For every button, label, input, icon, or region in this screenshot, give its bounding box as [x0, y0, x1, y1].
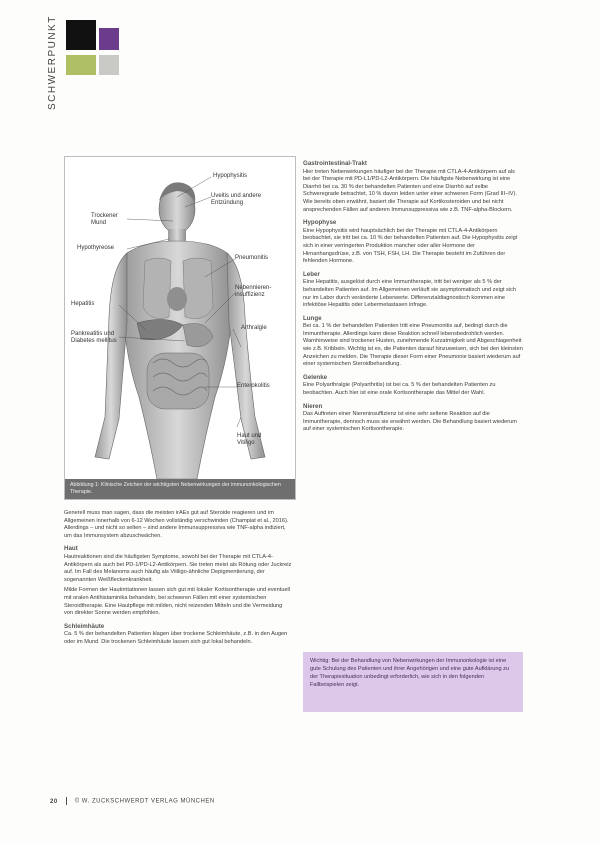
label-uveitis: Uveitis und andere Entzündung — [211, 193, 262, 206]
label-hypophysitis: Hypophysitis — [213, 173, 248, 179]
left-column — [64, 510, 292, 650]
label-arthralgia: Arthralgie — [241, 325, 267, 331]
paragraph: Hier treten Nebenwirkungen häufiger bei der Therapie mit CTLA-4-Antikörpern auf als bei der Therapie mit PD-L1/PD-L2-Antikörpern. Die häufigste Nebenwirkung ist eine Diarrhö bei ca. 30 % der behandelten Patienten und eine Diarrhö auf selbe Schweregrade betrachtet, 10 % davon leiden unter einer schweren Form (Grad III–IV). Wie bereits oben erwähnt, basiert die Therapie auf Kortikosteroiden und bei nicht ansprechenden Fällen auf anderen Immunsuppressiva wie z.B. TNF-alpha-Blockern. — [303, 168, 517, 213]
page-footer — [50, 797, 215, 805]
heading-lunge: Lunge — [303, 314, 322, 322]
label-dry-mouth: Trockener Mund — [91, 213, 118, 226]
heading-haut: Haut — [64, 545, 78, 553]
figure-caption: Abbildung 1: Klinische Zeichen der wichtigsten Nebenwirkungen der immunonkologischen Therapie. — [65, 479, 295, 499]
label-skin-vitiligo: Haut und Vitiligo — [237, 433, 262, 446]
paragraph: Das Auftreten einer Niereninsuffizienz ist eine sehr seltene Reaktion auf die Immuntherapie, dennoch muss sie erwähnt werden. Die Behandlung basiert wiederum auf einer systemischen Kortisontherapie. — [303, 411, 517, 433]
intro-paragraph: Generell muss man sagen, dass die meisten irAEs gut auf Steroide reagieren und im Allgemeinen innerhalb von 6-12 Wochen vollständig verschwinden (Champiat et al., 2016). Allerdings – und nicht so selten – sind andere Immunsuppressiva wie TNF-alpha indiziert, um das Immunsystem abzuschwächen. — [64, 510, 289, 539]
label-pancreatitis: Pankreatitis und Diabetes mellitus — [71, 331, 117, 344]
right-column — [303, 160, 523, 437]
footer-divider — [66, 797, 67, 805]
paragraph: Milde Formen der Hautirritationen lassen sich gut mit lokaler Kortisontherapie und eventuell mit oralen Antihistaminika behandeln, bei schweren Fällen mit einer systemischen Steroidtherapie. Eine Hautpflege mit milden, nicht reizenden Mitteln und die Vermeidung von direkter Sonne werden empfohlen. — [64, 587, 291, 617]
label-hepatitis: Hepatitis — [71, 301, 95, 307]
warning-box: Wichtig: Bei der Behandlung von Nebenwirkungen der Immunonkologie ist eine gute Schulung des Patienten und ihrer Angehörigen und eine gute Aufklärung zu der Therapiesituation unbedingt erforderlich, wie sich in den folgenden Fallbeispielen zeigt. — [303, 652, 523, 712]
heading-schleimhaeute: Schleimhäute — [64, 622, 105, 630]
paragraph: Ca. 5 % der behandelten Patienten klagen über trockene Schleimhäute, z.B. in den Augen oder im Mund. Die trockenen Schleimhäute lassen sich gut lokal behandeln. — [64, 631, 288, 645]
section-label: SCHWERPUNKT — [47, 15, 58, 110]
header-square-green — [66, 55, 96, 75]
heading-nieren: Nieren — [303, 402, 323, 410]
header-square-black — [66, 20, 96, 50]
page-number: 20 — [50, 798, 58, 805]
publisher-line: © W. ZUCKSCHWERDT VERLAG MÜNCHEN — [74, 798, 215, 805]
label-enterocolitis: Enterokolitis — [237, 383, 270, 389]
paragraph: Hautreaktionen sind die häufigsten Symptome, sowohl bei der Therapie mit CTLA-4-Antikörpern als auch bei PD-1/PD-L2-Antikörpern. Sie treten meist als Rötung oder Juckreiz auf. Im Fall des Melanoms auch häufig als Vitiligo-ähnliche Depigmentierung, der sogenannten Weißfleckenkrankheit. — [64, 553, 292, 583]
heading-leber: Leber — [303, 270, 320, 278]
anatomy-figure — [64, 156, 296, 500]
paragraph: Eine Polyarthralgie (Polyarthritis) ist bei ca. 5 % der behandelten Patienten zu beobachten. Auch hier ist eine orale Kortisontherapie das Mittel der Wahl. — [303, 382, 496, 397]
heading-gastrointestinal: Gastrointestinal-Trakt — [303, 160, 367, 167]
paragraph: Bei ca. 1 % der behandelten Patienten tritt eine Pneumonitis auf, bedingt durch die Immuntherapie. Allerdings kann diese Reaktion schnell lebensbedrohlich werden. Warnhinweise sind trockener Husten, zunehmende Kurzatmigkeit und Abgeschlagenheit wie z.B. Kribbeln. Wichtig ist es, die Patienten darauf hinzuweisen, sich bei den kleinsten Anzeichen zu melden. Die Therapie dieser Form einer Pneumonie basiert wiederum auf einer systemischen Steroidbehandlung. — [303, 323, 523, 368]
heading-hypophyse: Hypophyse — [303, 219, 337, 227]
paragraph: Eine Hepatitis, ausgelöst durch eine Immuntherapie, tritt bei weniger als 5 % der behandelten Patienten auf. Im Allgemeinen verläuft sie asymptomatisch und zeigt sich nur im Labor durch veränderte Leberwerte. Differenzialdiagnostisch kommen eine infektiöse Hepatitis oder Lebermetastasen infrage. — [303, 279, 516, 309]
header-square-purple — [99, 28, 119, 50]
label-hypothyroidism: Hypothyreose — [77, 245, 115, 251]
paragraph: Eine Hypophysitis wird hauptsächlich bei der Therapie mit CTLA-4-Antikörpern beobachtet, sie tritt bei ca. 10 % der behandelten Patienten auf. Die Hypophysitis zeigt sich in einer verringerten Produktion mancher oder aller Hormone der Hirnanhangsdrüse, z.B. von TSH, FSH, LH. Die Therapie besteht im Zuführen der fehlenden Hormone. — [303, 227, 518, 265]
label-pneumonitis: Pneumonitis — [235, 255, 269, 261]
header-square-grey — [99, 55, 119, 75]
label-adrenal-insufficiency: Nebennieren-insuffizienz — [235, 285, 272, 298]
heading-gelenke: Gelenke — [303, 373, 328, 381]
